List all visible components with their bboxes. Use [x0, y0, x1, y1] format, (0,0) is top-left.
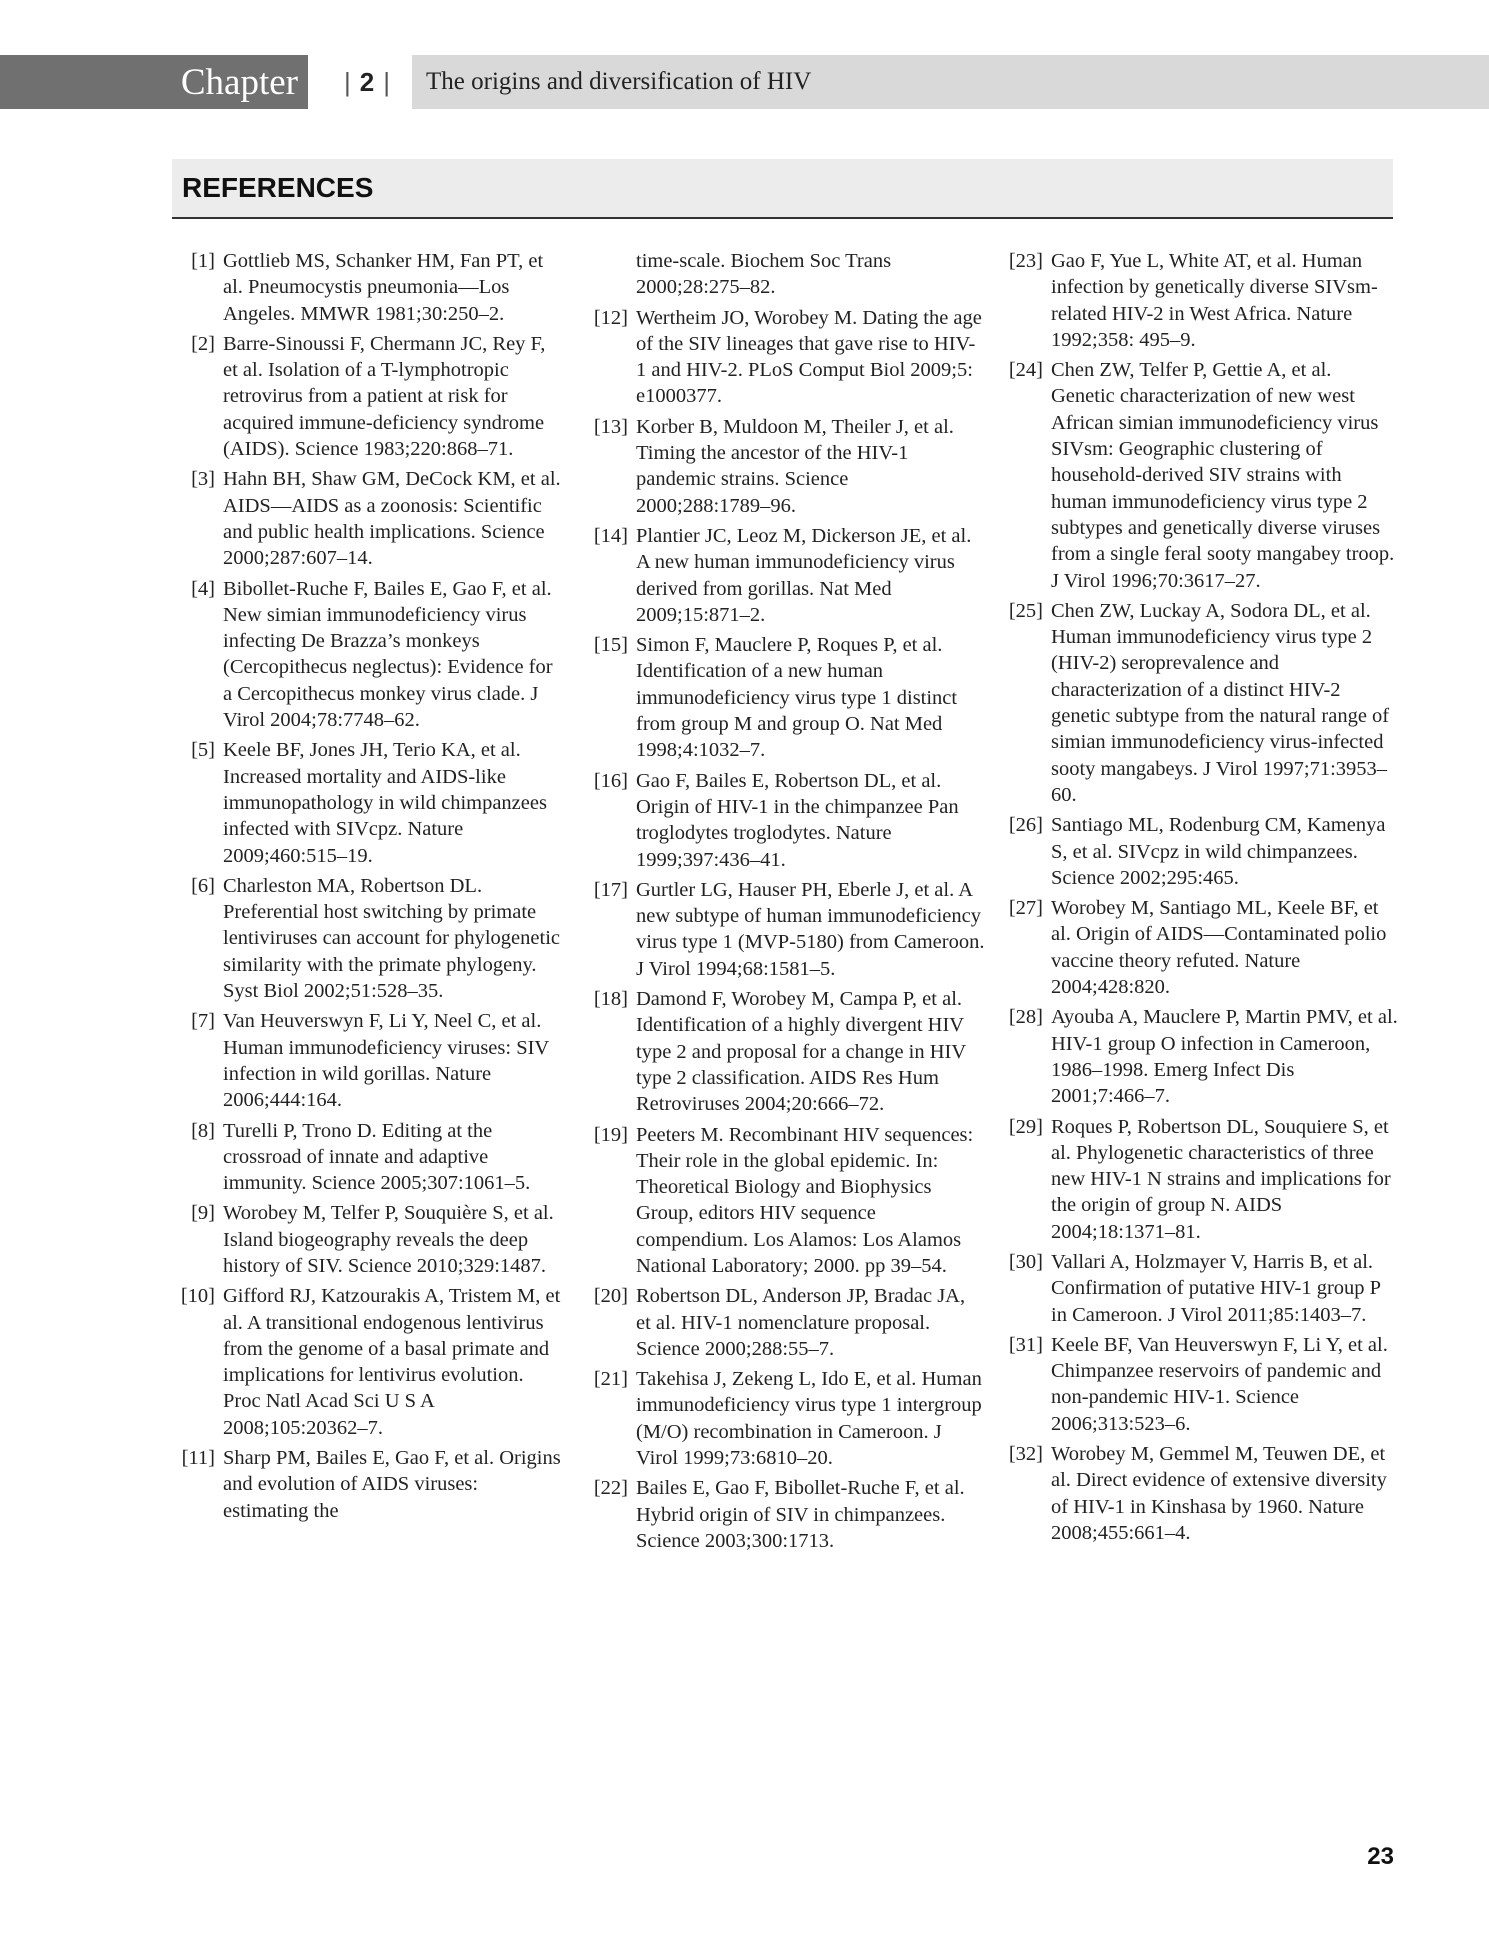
- page-number: 23: [1367, 1843, 1394, 1870]
- reference-item: [585, 305, 985, 410]
- reference-text: Hahn BH, Shaw GM, DeCock KM, et al. AIDS—AIDS as a zoonosis: Scientific and public health implications. Science 2000;287:607–14.: [223, 468, 561, 570]
- reference-number: [17]: [593, 878, 628, 901]
- reference-text: Damond F, Worobey M, Campa P, et al. Identification of a highly divergent HIV type 2 and proposal for a change in HIV type 2 classification. AIDS Res Hum Retroviruses 2004;20:666–72.: [636, 988, 966, 1116]
- reference-text: Plantier JC, Leoz M, Dickerson JE, et al. A new human immunodeficiency virus derived from gorillas. Nat Med 2009;15:871–2.: [636, 524, 972, 626]
- reference-item: [585, 1475, 985, 1554]
- reference-number: [8]: [191, 1119, 215, 1142]
- reference-text: Vallari A, Holzmayer V, Harris B, et al. Confirmation of putative HIV-1 group P in Cameroon. J Virol 2011;85:1403–7.: [1051, 1250, 1381, 1326]
- reference-item: [1000, 895, 1400, 1000]
- reference-number: [6]: [191, 874, 215, 897]
- chapter-number: | 2 |: [344, 66, 390, 97]
- chapter-number-value: 2: [359, 66, 375, 97]
- reference-text: Sharp PM, Bailes E, Gao F, et al. Origins and evolution of AIDS viruses: estimating the: [223, 1447, 561, 1522]
- reference-number: [7]: [191, 1010, 215, 1033]
- reference-item: [1000, 1249, 1400, 1328]
- reference-item: [585, 1366, 985, 1471]
- reference-item: [1000, 248, 1400, 353]
- reference-item: [1000, 1114, 1400, 1245]
- reference-text: Gifford RJ, Katzourakis A, Tristem M, et al. A transitional endogenous lentivirus from the genome of a basal primate and implications for lentivirus evolution. Proc Natl Acad Sci U S A 2008;105:20362–7.: [223, 1285, 561, 1439]
- reference-text: Korber B, Muldoon M, Theiler J, et al. Timing the ancestor of the HIV-1 pandemic strains. Science 2000;288:1789–96.: [636, 415, 954, 517]
- chapter-title: The origins and diversification of HIV: [412, 55, 1489, 109]
- reference-number: [13]: [593, 415, 628, 438]
- chapter-label: Chapter: [0, 55, 308, 109]
- reference-text: Takehisa J, Zekeng L, Ido E, et al. Human immunodeficiency virus type 1 intergroup (M/O) recombination in Cameroon. J Virol 1999;73:6810–20.: [636, 1368, 982, 1470]
- reference-item: [585, 523, 985, 628]
- reference-number: [9]: [191, 1202, 215, 1225]
- reference-item: [1000, 812, 1400, 891]
- reference-number: [22]: [593, 1477, 628, 1500]
- reference-number: [16]: [593, 769, 628, 792]
- reference-number: [20]: [593, 1285, 628, 1308]
- reference-number: [5]: [191, 739, 215, 762]
- reference-item: [172, 1283, 564, 1441]
- reference-number: [28]: [1008, 1006, 1043, 1029]
- reference-item: [585, 768, 985, 873]
- reference-text: Worobey M, Santiago ML, Keele BF, et al. Origin of AIDS—Contaminated polio vaccine theory refuted. Nature 2004;428:820.: [1051, 897, 1387, 999]
- reference-item: [172, 331, 564, 462]
- reference-text: Santiago ML, Rodenburg CM, Kamenya S, et al. SIVcpz in wild chimpanzees. Science 2002;295:465.: [1051, 814, 1386, 889]
- reference-text: Van Heuverswyn F, Li Y, Neel C, et al. Human immunodeficiency viruses: SIV infection in wild gorillas. Nature 2006;444:164.: [223, 1010, 549, 1112]
- reference-item: [1000, 598, 1400, 808]
- reference-item: [172, 737, 564, 868]
- reference-item: [172, 1008, 564, 1113]
- reference-text: Gao F, Bailes E, Robertson DL, et al. Origin of HIV-1 in the chimpanzee Pan troglodytes troglodytes. Nature 1999;397:436–41.: [636, 769, 959, 871]
- reference-item: [585, 877, 985, 982]
- reference-number: [19]: [593, 1123, 628, 1146]
- reference-number: [29]: [1008, 1115, 1043, 1138]
- reference-text: time-scale. Biochem Soc Trans 2000;28:275–82.: [636, 250, 892, 299]
- reference-item: [1000, 1004, 1400, 1109]
- reference-number: [24]: [1008, 359, 1043, 382]
- reference-text: Turelli P, Trono D. Editing at the crossroad of innate and adaptive immunity. Science 2005;307:1061–5.: [223, 1119, 531, 1195]
- reference-text: Worobey M, Telfer P, Souquière S, et al. Island biogeography reveals the deep history of SIV. Science 2010;329:1487.: [223, 1202, 554, 1277]
- reference-number: [11]: [181, 1447, 215, 1470]
- reference-item: [172, 576, 564, 734]
- reference-number: [25]: [1008, 599, 1043, 622]
- reference-number: [585, 248, 636, 301]
- reference-text: Ayouba A, Mauclere P, Martin PMV, et al. HIV-1 group O infection in Cameroon, 1986–1998. Emerg Infect Dis 2001;7:466–7.: [1051, 1006, 1398, 1108]
- reference-text: Roques P, Robertson DL, Souquiere S, et al. Phylogenetic characteristics of three new HIV-1 N strains and implications for the origin of group N. AIDS 2004;18:1371–81.: [1051, 1115, 1391, 1243]
- reference-number: [10]: [180, 1285, 215, 1308]
- reference-item: [172, 466, 564, 571]
- reference-number: [14]: [593, 524, 628, 547]
- reference-item: [1000, 1441, 1400, 1546]
- reference-text: Gurtler LG, Hauser PH, Eberle J, et al. A new subtype of human immunodeficiency virus type 1 (MVP-5180) from Cameroon. J Virol 1994;68:1581–5.: [636, 878, 985, 980]
- reference-item: [585, 1283, 985, 1362]
- reference-number: [15]: [593, 634, 628, 657]
- reference-text: Barre-Sinoussi F, Chermann JC, Rey F, et al. Isolation of a T-lymphotropic retrovirus from a patient at risk for acquired immune-deficiency syndrome (AIDS). Science 1983;220:868–71.: [223, 332, 546, 461]
- reference-number: [26]: [1008, 814, 1043, 837]
- reference-text: Simon F, Mauclere P, Roques P, et al. Identification of a new human immunodeficiency virus type 1 distinct from group M and group O. Nat Med 1998;4:1032–7.: [636, 634, 958, 762]
- running-header: [0, 55, 1489, 109]
- reference-item: [585, 632, 985, 763]
- reference-item: [585, 414, 985, 519]
- reference-text: Robertson DL, Anderson JP, Bradac JA, et al. HIV-1 nomenclature proposal. Science 2000;288:55–7.: [636, 1285, 966, 1360]
- reference-number: [12]: [593, 306, 628, 329]
- reference-column-2: [585, 248, 985, 1558]
- reference-item: [585, 986, 985, 1117]
- reference-number: [2]: [191, 332, 215, 355]
- reference-text: Charleston MA, Robertson DL. Preferential host switching by primate lentiviruses can account for phylogenetic similarity with the primate phylogeny. Syst Biol 2002;51:528–35.: [223, 874, 560, 1003]
- reference-number: [18]: [593, 988, 628, 1011]
- reference-number: [31]: [1008, 1333, 1043, 1356]
- reference-number: [1]: [191, 250, 215, 272]
- reference-text: Gao F, Yue L, White AT, et al. Human infection by genetically diverse SIVsm-related HIV-2 in West Africa. Nature 1992;358: 495–9.: [1051, 250, 1378, 351]
- reference-item: [172, 873, 564, 1004]
- section-heading: REFERENCES: [172, 159, 1393, 219]
- reference-number: [3]: [191, 468, 215, 491]
- reference-text: Chen ZW, Luckay A, Sodora DL, et al. Human immunodeficiency virus type 2 (HIV-2) seroprevalence and characterization of a distinct HIV-2 genetic subtype from the natural range of simian immunodeficiency virus-infected sooty mangabeys. J Virol 1997;71:3953–60.: [1051, 599, 1390, 806]
- reference-number: [4]: [191, 577, 215, 600]
- reference-text: Wertheim JO, Worobey M. Dating the age of the SIV lineages that gave rise to HIV-1 and HIV-2. PLoS Comput Biol 2009;5: e1000377.: [636, 306, 982, 408]
- reference-item: [172, 1200, 564, 1279]
- reference-text: Keele BF, Jones JH, Terio KA, et al. Increased mortality and AIDS-like immunopathology in wild chimpanzees infected with SIVcpz. Nature 2009;460:515–19.: [223, 739, 547, 867]
- reference-number: [30]: [1008, 1250, 1043, 1273]
- reference-item: [172, 248, 564, 327]
- reference-item: [172, 1445, 564, 1524]
- reference-column-3: [1000, 248, 1400, 1550]
- reference-number: [27]: [1008, 897, 1043, 920]
- reference-item: [585, 248, 985, 301]
- reference-text: Gottlieb MS, Schanker HM, Fan PT, et al. Pneumocystis pneumonia—Los Angeles. MMWR 1981;30:250–2.: [223, 250, 544, 325]
- reference-column-1: [172, 248, 564, 1528]
- reference-item: [1000, 357, 1400, 594]
- reference-text: Bibollet-Ruche F, Bailes E, Gao F, et al. New simian immunodeficiency virus infecting De Brazza’s monkeys (Cercopithecus neglectus): Evidence for a Cercopithecus monkey virus clade. J Virol 2004;78:7748–62.: [223, 577, 553, 732]
- reference-number: [32]: [1008, 1443, 1043, 1466]
- reference-text: Worobey M, Gemmel M, Teuwen DE, et al. Direct evidence of extensive diversity of HIV-1 in Kinshasa by 1960. Nature 2008;455:661–4.: [1051, 1443, 1387, 1544]
- reference-text: Bailes E, Gao F, Bibollet-Ruche F, et al. Hybrid origin of SIV in chimpanzees. Science 2003;300:1713.: [636, 1477, 965, 1552]
- reference-text: Peeters M. Recombinant HIV sequences: Their role in the global epidemic. In: Theoretical Biology and Biophysics Group, editors HIV sequence compendium. Los Alamos: Los Alamos National Laboratory; 2000. pp 39–54.: [636, 1123, 974, 1277]
- reference-number: [21]: [593, 1368, 628, 1391]
- reference-item: [1000, 1332, 1400, 1437]
- reference-item: [172, 1118, 564, 1197]
- reference-number: [23]: [1008, 250, 1043, 272]
- reference-text: Chen ZW, Telfer P, Gettie A, et al. Genetic characterization of new west African simian immunodeficiency virus SIVsm: Geographic clustering of household-derived SIV strains with human immunodeficiency virus type 2 subtypes and genetically diverse viruses from a single feral sooty mangabey troop. J Virol 1996;70:3617–27.: [1051, 359, 1395, 592]
- reference-item: [585, 1122, 985, 1280]
- reference-text: Keele BF, Van Heuverswyn F, Li Y, et al. Chimpanzee reservoirs of pandemic and non-pandemic HIV-1. Science 2006;313:523–6.: [1051, 1333, 1388, 1435]
